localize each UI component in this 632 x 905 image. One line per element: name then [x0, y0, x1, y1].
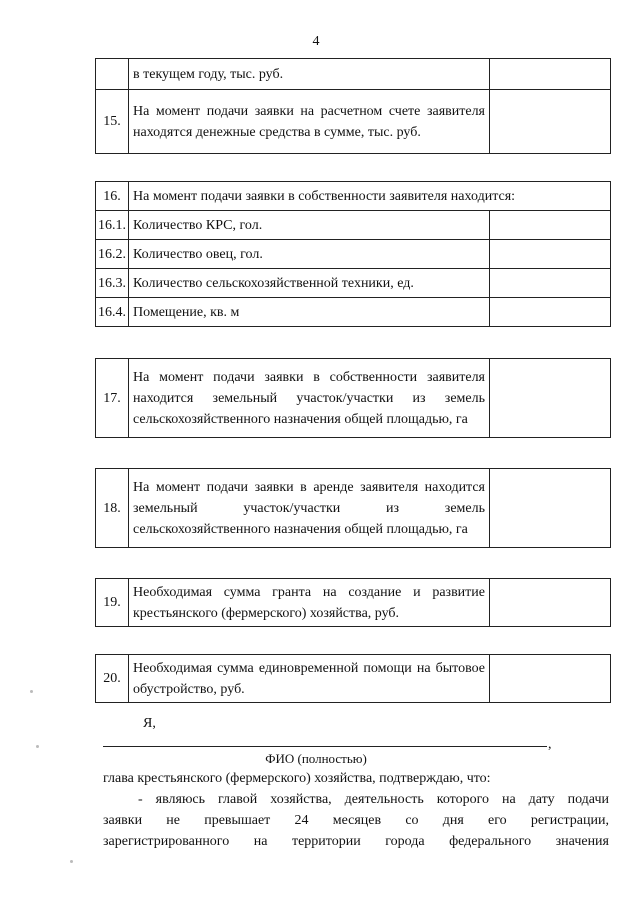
value-cell[interactable]: [490, 579, 611, 627]
table-row: [96, 211, 611, 240]
row-number: 15.: [96, 90, 129, 154]
row-text: На момент подачи заявки в собственности заявителя находится земельный участок/участки из земель сельскохозяйственного назначения общей площадью, га: [129, 359, 490, 438]
table-row: [96, 579, 611, 627]
row-text: в текущем году, тыс. руб.: [129, 59, 490, 90]
row-number: 16.: [96, 182, 129, 211]
value-cell[interactable]: [490, 59, 611, 90]
row-number: 16.2.: [96, 240, 129, 269]
table-block-19: [95, 578, 611, 627]
table-block-17: [95, 358, 611, 438]
table-row: [96, 182, 611, 211]
table-row: [96, 469, 611, 548]
row-number: 17.: [96, 359, 129, 438]
row-text: Необходимая сумма гранта на создание и развитие крестьянского (фермерского) хозяйства, руб.: [129, 579, 490, 627]
value-cell[interactable]: [490, 359, 611, 438]
table-row: [96, 240, 611, 269]
value-cell[interactable]: [490, 655, 611, 703]
value-cell[interactable]: [490, 269, 611, 298]
declaration-line-1: глава крестьянского (фермерского) хозяйства, подтверждаю, что:: [103, 771, 491, 786]
scan-speck: [70, 860, 73, 863]
page-number: 4: [312, 34, 320, 49]
row-text: На момент подачи заявки в собственности заявителя находится:: [129, 182, 611, 211]
declaration-line-4: зарегистрированного на территории города федерального значения: [103, 834, 609, 849]
table-block-20: [95, 654, 611, 703]
table-row: [96, 655, 611, 703]
declaration-ya: Я,: [143, 716, 156, 731]
value-cell[interactable]: [490, 298, 611, 327]
declaration-line-2: - являюсь главой хозяйства, деятельность которого на дату подачи: [138, 792, 609, 807]
row-number: 19.: [96, 579, 129, 627]
row-number: 16.3.: [96, 269, 129, 298]
row-number: 18.: [96, 469, 129, 548]
scan-speck: [36, 745, 39, 748]
row-text: Количество овец, гол.: [129, 240, 490, 269]
table-block-16: [95, 181, 611, 327]
row-number-cell: [96, 59, 129, 90]
value-cell[interactable]: [490, 90, 611, 154]
scan-speck: [30, 690, 33, 693]
declaration-line-3: заявки не превышает 24 месяцев со дня его регистрации,: [103, 813, 609, 828]
fio-caption: ФИО (полностью): [265, 751, 367, 766]
row-text: Количество КРС, гол.: [129, 211, 490, 240]
table-row: [96, 90, 611, 154]
value-cell[interactable]: [490, 211, 611, 240]
table-row: [96, 359, 611, 438]
table-row: [96, 269, 611, 298]
row-text: На момент подачи заявки на расчетном счете заявителя находятся денежные средства в сумме, тыс. руб.: [129, 90, 490, 154]
row-text: Количество сельскохозяйственной техники, ед.: [129, 269, 490, 298]
value-cell[interactable]: [490, 469, 611, 548]
table-row: [96, 298, 611, 327]
row-text: На момент подачи заявки в аренде заявителя находится земельный участок/участки из земель сельскохозяйственного назначения общей площадью, га: [129, 469, 490, 548]
table-block-18: [95, 468, 611, 548]
declaration-comma: ,: [548, 737, 552, 752]
row-number: 20.: [96, 655, 129, 703]
table-block-15: [95, 58, 611, 154]
table-row: [96, 59, 611, 90]
row-number: 16.4.: [96, 298, 129, 327]
row-text: Помещение, кв. м: [129, 298, 490, 327]
value-cell[interactable]: [490, 240, 611, 269]
fio-input-line[interactable]: [103, 746, 547, 747]
row-number: 16.1.: [96, 211, 129, 240]
row-text: Необходимая сумма единовременной помощи на бытовое обустройство, руб.: [129, 655, 490, 703]
